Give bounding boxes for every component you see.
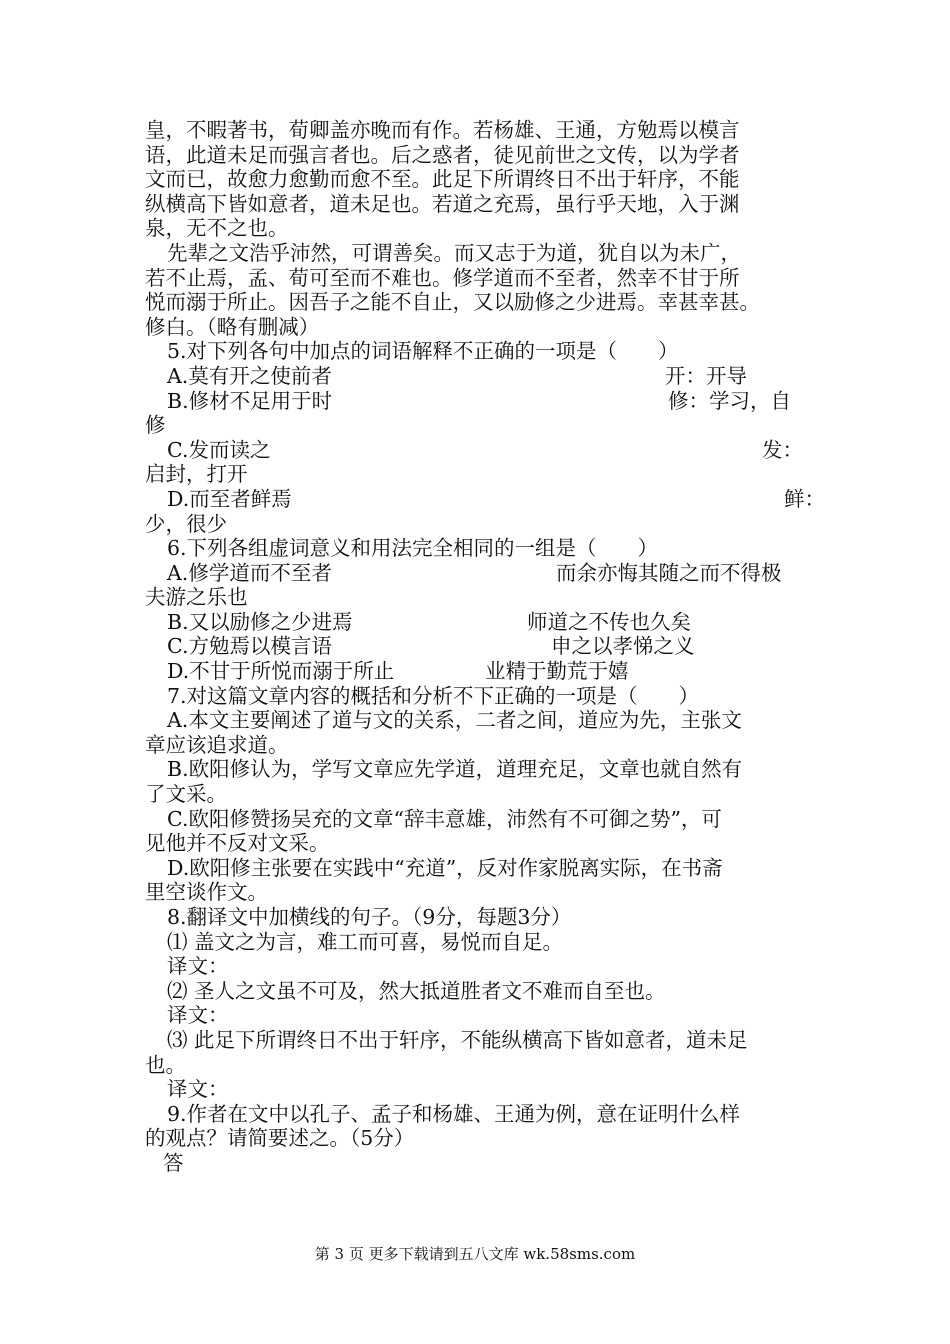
translation-label: 译文： — [167, 1003, 229, 1028]
question-stem-cont: 的观点？请简要述之。（5分） — [145, 1126, 415, 1151]
option-pair: 业精于勤荒于嬉 — [485, 659, 629, 684]
question-stem: 7.对这篇文章内容的概括和分析不下正确的一项是（ ） — [167, 683, 700, 708]
question-stem: 9.作者在文中以孔子、孟子和杨雄、王通为例，意在证明什么样 — [167, 1101, 741, 1126]
option-d: D.欧阳修主张要在实践中“充道”，反对作家脱离实际，在书斋 — [167, 855, 723, 880]
option-a-cont: 章应该追求道。 — [145, 732, 289, 757]
option-pair: 师道之不传也久矣 — [527, 609, 691, 634]
text-line: 纵横高下皆如意者，道未足也。若道之充焉，虽行乎天地，入于渊 — [145, 191, 740, 216]
passage-paragraph-2 — [145, 241, 825, 339]
option-d — [145, 659, 825, 684]
option-text: C.发而读之 — [167, 437, 271, 462]
option-text: A.莫有开之使前者 — [167, 363, 332, 388]
option-text: B.修材不足用于时 — [167, 388, 333, 413]
sentence-3: ⑶ 此足下所谓终日不出于轩序，不能纵横高下皆如意者，道未足 — [167, 1027, 748, 1052]
question-stem: 6.下列各组虚词意义和用法完全相同的一组是（ ） — [167, 536, 659, 561]
option-pair-cont: 夫游之乐也 — [145, 585, 248, 610]
option-b — [145, 389, 825, 414]
option-c — [145, 634, 825, 659]
question-9 — [145, 1102, 825, 1176]
question-5 — [145, 339, 825, 536]
text-line: 语，此道未足而强言者也。后之惑者，徒见前世之文传，以为学者 — [145, 142, 740, 167]
option-gloss: 开：开导 — [665, 363, 747, 388]
option-gloss-cont: 少，很少 — [145, 511, 227, 536]
option-text: D.而至者鲜焉 — [167, 486, 292, 511]
question-8 — [145, 905, 825, 1102]
question-stem: 5.对下列各句中加点的词语解释不正确的一项是（ ） — [167, 339, 679, 364]
translation-label: 译文： — [167, 954, 229, 979]
option-pair: 申之以孝悌之义 — [551, 634, 695, 659]
option-c-cont: 见他并不反对文采。 — [145, 831, 330, 856]
question-stem: 8.翻译文中加横线的句子。（9分，每题3分） — [167, 905, 572, 929]
option-gloss: 鲜： — [784, 486, 825, 511]
text-line: 悦而溺于所止。因吾子之能不自止，又以励修之少进焉。幸甚幸甚。 — [145, 290, 760, 315]
option-text: D.不甘于所悦而溺于所止 — [167, 659, 395, 684]
page-footer: 第 3 页 更多下载请到五八文库 wk.58sms.com — [314, 1245, 636, 1263]
option-d-cont: 里空谈作文。 — [145, 880, 268, 905]
text-line: 若不止焉，孟、荀可至而不难也。修学道而不至者，然幸不甘于所 — [145, 265, 740, 290]
option-gloss-cont: 修 — [145, 413, 166, 438]
option-b — [145, 610, 825, 635]
option-a: A.本文主要阐述了道与文的关系，二者之间，道应为先，主张文 — [167, 708, 742, 733]
text-line: 文而已，故愈力愈勤而愈不至。此足下所谓终日不出于轩序，不能 — [145, 167, 740, 192]
option-c: C.欧阳修赞扬吴充的文章“辞丰意雄，沛然有不可御之势”，可 — [167, 806, 722, 831]
option-text: C.方勉焉以模言语 — [167, 634, 332, 659]
question-6 — [145, 536, 825, 684]
option-c — [145, 438, 825, 463]
translation-label: 译文： — [167, 1077, 229, 1102]
sentence-3-cont: 也。 — [145, 1052, 186, 1077]
option-a — [145, 561, 825, 586]
text-line: 泉，无不之也。 — [145, 216, 289, 241]
sentence-1: ⑴ 盖文之为言，难工而可喜，易悦而自足。 — [167, 929, 564, 954]
option-pair: 而余亦悔其随之而不得极 — [556, 560, 782, 585]
question-7 — [145, 684, 825, 905]
passage-paragraph-1 — [145, 118, 825, 241]
option-text: B.又以励修之少进焉 — [167, 609, 353, 634]
text-line: 先辈之文浩乎沛然，可谓善矣。而又志于为道，犹自以为未广， — [167, 240, 741, 265]
option-b-cont: 了文采。 — [145, 782, 227, 807]
text-line: 皇，不暇著书，荀卿盖亦晚而有作。若杨雄、王通，方勉焉以模言 — [145, 118, 740, 142]
text-line: 修白。（略有删减） — [145, 314, 320, 339]
option-a — [145, 364, 825, 389]
option-gloss: 发： — [762, 437, 803, 462]
option-gloss: 修：学习，自 — [668, 388, 791, 413]
option-d — [145, 487, 825, 512]
option-gloss-cont: 启封，打开 — [145, 462, 248, 487]
option-text: A.修学道而不至者 — [167, 560, 332, 585]
sentence-2: ⑵ 圣人之文虽不可及，然大抵道胜者文不难而自至也。 — [167, 978, 666, 1003]
answer-label: 答 — [163, 1150, 184, 1175]
option-b: B.欧阳修认为，学写文章应先学道，道理充足，文章也就自然有 — [167, 757, 743, 782]
document-body — [145, 118, 825, 1176]
